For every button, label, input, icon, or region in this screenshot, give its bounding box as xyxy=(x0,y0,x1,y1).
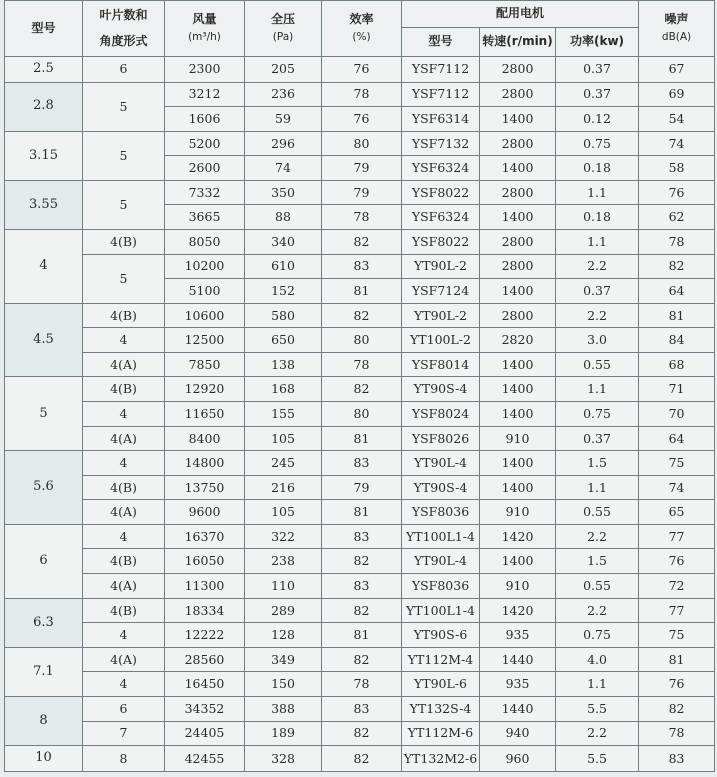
power-cell: 0.18 xyxy=(556,205,639,230)
noise-cell: 64 xyxy=(639,426,715,451)
speed-cell: 935 xyxy=(480,623,556,648)
pressure-cell: 138 xyxy=(245,352,322,377)
pressure-cell: 340 xyxy=(245,229,322,254)
blade-cell: 4(B) xyxy=(83,303,165,328)
pressure-cell: 322 xyxy=(245,524,322,549)
airflow-cell: 12920 xyxy=(165,377,245,402)
noise-cell: 76 xyxy=(639,549,715,574)
speed-cell: 2800 xyxy=(480,131,556,156)
efficiency-cell: 82 xyxy=(322,647,402,672)
power-cell: 2.2 xyxy=(556,303,639,328)
motor-model-cell: YT132S-4 xyxy=(402,696,480,721)
blade-cell: 5 xyxy=(83,82,165,131)
speed-cell: 1400 xyxy=(480,549,556,574)
motor-model-cell: YSF6314 xyxy=(402,107,480,132)
motor-model-cell: YT90L-4 xyxy=(402,549,480,574)
blade-cell: 4 xyxy=(83,623,165,648)
power-cell: 0.37 xyxy=(556,426,639,451)
speed-cell: 940 xyxy=(480,721,556,746)
header-motor: 配用电机 xyxy=(402,1,639,28)
motor-model-cell: YSF8022 xyxy=(402,229,480,254)
speed-cell: 1400 xyxy=(480,377,556,402)
motor-model-cell: YSF8024 xyxy=(402,402,480,427)
header-noise: 噪声 dB(A) xyxy=(639,1,715,57)
efficiency-cell: 79 xyxy=(322,475,402,500)
power-cell: 0.55 xyxy=(556,574,639,599)
airflow-cell: 11650 xyxy=(165,402,245,427)
header-speed: 转速(r/min) xyxy=(480,28,556,57)
efficiency-cell: 83 xyxy=(322,451,402,476)
power-cell: 0.37 xyxy=(556,57,639,83)
noise-cell: 78 xyxy=(639,721,715,746)
pressure-cell: 216 xyxy=(245,475,322,500)
speed-cell: 2820 xyxy=(480,328,556,353)
blade-cell: 7 xyxy=(83,721,165,746)
airflow-cell: 42455 xyxy=(165,746,245,772)
table-row xyxy=(5,746,715,772)
motor-model-cell: YSF7112 xyxy=(402,57,480,83)
blade-cell: 4(B) xyxy=(83,377,165,402)
header-power: 功率(kw) xyxy=(556,28,639,57)
noise-cell: 74 xyxy=(639,131,715,156)
power-cell: 1.1 xyxy=(556,180,639,205)
airflow-cell: 11300 xyxy=(165,574,245,599)
header-blade: 叶片数和 角度形式 xyxy=(83,1,165,57)
pressure-cell: 155 xyxy=(245,402,322,427)
speed-cell: 1400 xyxy=(480,279,556,304)
noise-cell: 82 xyxy=(639,696,715,721)
table-row xyxy=(5,303,715,328)
efficiency-cell: 82 xyxy=(322,746,402,772)
motor-model-cell: YT90S-4 xyxy=(402,475,480,500)
table-row xyxy=(5,254,715,279)
motor-model-cell: YT90L-2 xyxy=(402,254,480,279)
speed-cell: 2800 xyxy=(480,57,556,83)
motor-model-cell: YT100L1-4 xyxy=(402,598,480,623)
blade-cell: 4(B) xyxy=(83,475,165,500)
airflow-cell: 13750 xyxy=(165,475,245,500)
table-row xyxy=(5,721,715,746)
power-cell: 2.2 xyxy=(556,254,639,279)
pressure-cell: 289 xyxy=(245,598,322,623)
motor-model-cell: YSF8036 xyxy=(402,574,480,599)
efficiency-cell: 78 xyxy=(322,352,402,377)
speed-cell: 1400 xyxy=(480,451,556,476)
table-row xyxy=(5,377,715,402)
power-cell: 2.2 xyxy=(556,598,639,623)
blade-cell: 4 xyxy=(83,672,165,697)
pressure-cell: 105 xyxy=(245,500,322,525)
table-row xyxy=(5,426,715,451)
noise-cell: 69 xyxy=(639,82,715,107)
power-cell: 0.55 xyxy=(556,352,639,377)
noise-cell: 76 xyxy=(639,180,715,205)
airflow-cell: 14800 xyxy=(165,451,245,476)
noise-cell: 83 xyxy=(639,746,715,772)
motor-model-cell: YT112M-4 xyxy=(402,647,480,672)
model-cell: 8 xyxy=(5,696,83,745)
motor-model-cell: YSF8022 xyxy=(402,180,480,205)
noise-cell: 84 xyxy=(639,328,715,353)
efficiency-cell: 82 xyxy=(322,721,402,746)
airflow-cell: 2300 xyxy=(165,57,245,83)
model-cell: 5.6 xyxy=(5,451,83,525)
table-row xyxy=(5,180,715,205)
pressure-cell: 105 xyxy=(245,426,322,451)
airflow-cell: 3212 xyxy=(165,82,245,107)
speed-cell: 1400 xyxy=(480,352,556,377)
header-model: 型号 xyxy=(5,1,83,57)
power-cell: 1.5 xyxy=(556,549,639,574)
pressure-cell: 388 xyxy=(245,696,322,721)
airflow-cell: 12222 xyxy=(165,623,245,648)
airflow-cell: 8050 xyxy=(165,229,245,254)
power-cell: 0.37 xyxy=(556,279,639,304)
motor-model-cell: YSF7132 xyxy=(402,131,480,156)
motor-model-cell: YT90L-2 xyxy=(402,303,480,328)
pressure-cell: 610 xyxy=(245,254,322,279)
noise-cell: 58 xyxy=(639,156,715,181)
noise-cell: 78 xyxy=(639,229,715,254)
pressure-cell: 580 xyxy=(245,303,322,328)
header-airflow: 风量 (m³/h) xyxy=(165,1,245,57)
header-efficiency: 效率 (%) xyxy=(322,1,402,57)
pressure-cell: 74 xyxy=(245,156,322,181)
airflow-cell: 10600 xyxy=(165,303,245,328)
speed-cell: 1420 xyxy=(480,598,556,623)
speed-cell: 2800 xyxy=(480,180,556,205)
blade-cell: 4(A) xyxy=(83,647,165,672)
blade-cell: 4(B) xyxy=(83,549,165,574)
airflow-cell: 16050 xyxy=(165,549,245,574)
noise-cell: 74 xyxy=(639,475,715,500)
efficiency-cell: 82 xyxy=(322,549,402,574)
model-cell: 3.55 xyxy=(5,180,83,229)
model-cell: 4 xyxy=(5,229,83,303)
efficiency-cell: 83 xyxy=(322,254,402,279)
efficiency-cell: 83 xyxy=(322,696,402,721)
airflow-cell: 16450 xyxy=(165,672,245,697)
table-row xyxy=(5,352,715,377)
efficiency-cell: 81 xyxy=(322,500,402,525)
table-row xyxy=(5,82,715,107)
airflow-cell: 16370 xyxy=(165,524,245,549)
speed-cell: 1420 xyxy=(480,524,556,549)
power-cell: 2.2 xyxy=(556,721,639,746)
power-cell: 1.1 xyxy=(556,475,639,500)
efficiency-cell: 81 xyxy=(322,623,402,648)
motor-model-cell: YSF7112 xyxy=(402,82,480,107)
blade-cell: 4(A) xyxy=(83,500,165,525)
pressure-cell: 236 xyxy=(245,82,322,107)
motor-model-cell: YT100L-2 xyxy=(402,328,480,353)
motor-model-cell: YT132M2-6 xyxy=(402,746,480,772)
blade-cell: 4(B) xyxy=(83,598,165,623)
power-cell: 4.0 xyxy=(556,647,639,672)
power-cell: 1.1 xyxy=(556,377,639,402)
noise-cell: 75 xyxy=(639,451,715,476)
airflow-cell: 5200 xyxy=(165,131,245,156)
table-row xyxy=(5,451,715,476)
efficiency-cell: 78 xyxy=(322,82,402,107)
table-row xyxy=(5,131,715,156)
power-cell: 0.12 xyxy=(556,107,639,132)
pressure-cell: 349 xyxy=(245,647,322,672)
blade-cell: 4 xyxy=(83,328,165,353)
speed-cell: 1400 xyxy=(480,205,556,230)
table-row xyxy=(5,672,715,697)
power-cell: 1.5 xyxy=(556,451,639,476)
noise-cell: 62 xyxy=(639,205,715,230)
efficiency-cell: 76 xyxy=(322,57,402,83)
model-cell: 2.5 xyxy=(5,57,83,83)
speed-cell: 2800 xyxy=(480,229,556,254)
pressure-cell: 88 xyxy=(245,205,322,230)
blade-cell: 4 xyxy=(83,451,165,476)
airflow-cell: 5100 xyxy=(165,279,245,304)
noise-cell: 77 xyxy=(639,598,715,623)
power-cell: 0.37 xyxy=(556,82,639,107)
blade-cell: 4 xyxy=(83,402,165,427)
airflow-cell: 1606 xyxy=(165,107,245,132)
blade-cell: 4(B) xyxy=(83,229,165,254)
speed-cell: 910 xyxy=(480,426,556,451)
pressure-cell: 296 xyxy=(245,131,322,156)
pressure-cell: 238 xyxy=(245,549,322,574)
efficiency-cell: 81 xyxy=(322,426,402,451)
motor-model-cell: YSF8036 xyxy=(402,500,480,525)
table-row xyxy=(5,500,715,525)
noise-cell: 81 xyxy=(639,647,715,672)
motor-model-cell: YT90S-4 xyxy=(402,377,480,402)
motor-model-cell: YT90L-6 xyxy=(402,672,480,697)
speed-cell: 2800 xyxy=(480,254,556,279)
noise-cell: 54 xyxy=(639,107,715,132)
speed-cell: 1400 xyxy=(480,107,556,132)
blade-cell: 6 xyxy=(83,696,165,721)
efficiency-cell: 76 xyxy=(322,107,402,132)
table-row xyxy=(5,229,715,254)
airflow-cell: 7332 xyxy=(165,180,245,205)
table-row xyxy=(5,623,715,648)
model-cell: 4.5 xyxy=(5,303,83,377)
table-row xyxy=(5,57,715,83)
airflow-cell: 18334 xyxy=(165,598,245,623)
motor-model-cell: YT90L-4 xyxy=(402,451,480,476)
header-motor-model: 型号 xyxy=(402,28,480,57)
efficiency-cell: 82 xyxy=(322,303,402,328)
airflow-cell: 24405 xyxy=(165,721,245,746)
table-row xyxy=(5,524,715,549)
noise-cell: 76 xyxy=(639,672,715,697)
speed-cell: 1400 xyxy=(480,156,556,181)
pressure-cell: 650 xyxy=(245,328,322,353)
efficiency-cell: 80 xyxy=(322,328,402,353)
pressure-cell: 245 xyxy=(245,451,322,476)
table-body xyxy=(5,57,715,772)
efficiency-cell: 79 xyxy=(322,180,402,205)
model-cell: 2.8 xyxy=(5,82,83,131)
pressure-cell: 328 xyxy=(245,746,322,772)
power-cell: 0.75 xyxy=(556,131,639,156)
efficiency-cell: 79 xyxy=(322,156,402,181)
speed-cell: 2800 xyxy=(480,82,556,107)
speed-cell: 1440 xyxy=(480,696,556,721)
table-row xyxy=(5,549,715,574)
airflow-cell: 34352 xyxy=(165,696,245,721)
airflow-cell: 10200 xyxy=(165,254,245,279)
motor-model-cell: YT90S-6 xyxy=(402,623,480,648)
table-row xyxy=(5,328,715,353)
pressure-cell: 205 xyxy=(245,57,322,83)
motor-model-cell: YSF6324 xyxy=(402,156,480,181)
power-cell: 1.1 xyxy=(556,229,639,254)
efficiency-cell: 80 xyxy=(322,402,402,427)
motor-model-cell: YSF6324 xyxy=(402,205,480,230)
noise-cell: 71 xyxy=(639,377,715,402)
motor-model-cell: YSF8026 xyxy=(402,426,480,451)
blade-cell: 8 xyxy=(83,746,165,772)
airflow-cell: 7850 xyxy=(165,352,245,377)
table-row xyxy=(5,402,715,427)
blade-cell: 6 xyxy=(83,57,165,83)
blade-cell: 5 xyxy=(83,180,165,229)
noise-cell: 68 xyxy=(639,352,715,377)
model-cell: 6.3 xyxy=(5,598,83,647)
speed-cell: 935 xyxy=(480,672,556,697)
blade-cell: 5 xyxy=(83,131,165,180)
table-row xyxy=(5,647,715,672)
motor-model-cell: YT112M-6 xyxy=(402,721,480,746)
airflow-cell: 9600 xyxy=(165,500,245,525)
airflow-cell: 2600 xyxy=(165,156,245,181)
pressure-cell: 350 xyxy=(245,180,322,205)
efficiency-cell: 80 xyxy=(322,131,402,156)
power-cell: 5.5 xyxy=(556,746,639,772)
motor-model-cell: YT100L1-4 xyxy=(402,524,480,549)
efficiency-cell: 78 xyxy=(322,672,402,697)
airflow-cell: 8400 xyxy=(165,426,245,451)
power-cell: 1.1 xyxy=(556,672,639,697)
table-row xyxy=(5,598,715,623)
efficiency-cell: 82 xyxy=(322,229,402,254)
power-cell: 0.75 xyxy=(556,623,639,648)
noise-cell: 72 xyxy=(639,574,715,599)
speed-cell: 1400 xyxy=(480,402,556,427)
model-cell: 5 xyxy=(5,377,83,451)
pressure-cell: 152 xyxy=(245,279,322,304)
model-cell: 10 xyxy=(5,746,83,772)
model-cell: 3.15 xyxy=(5,131,83,180)
table-row xyxy=(5,696,715,721)
header-pressure: 全压 (Pa) xyxy=(245,1,322,57)
speed-cell: 910 xyxy=(480,574,556,599)
noise-cell: 81 xyxy=(639,303,715,328)
power-cell: 0.75 xyxy=(556,402,639,427)
power-cell: 2.2 xyxy=(556,524,639,549)
noise-cell: 70 xyxy=(639,402,715,427)
noise-cell: 77 xyxy=(639,524,715,549)
pressure-cell: 128 xyxy=(245,623,322,648)
efficiency-cell: 81 xyxy=(322,279,402,304)
blade-cell: 4(A) xyxy=(83,426,165,451)
blade-cell: 4(A) xyxy=(83,574,165,599)
power-cell: 3.0 xyxy=(556,328,639,353)
noise-cell: 65 xyxy=(639,500,715,525)
airflow-cell: 28560 xyxy=(165,647,245,672)
motor-model-cell: YSF8014 xyxy=(402,352,480,377)
pressure-cell: 189 xyxy=(245,721,322,746)
airflow-cell: 12500 xyxy=(165,328,245,353)
speed-cell: 960 xyxy=(480,746,556,772)
model-cell: 6 xyxy=(5,524,83,598)
pressure-cell: 59 xyxy=(245,107,322,132)
table-row xyxy=(5,475,715,500)
speed-cell: 1400 xyxy=(480,475,556,500)
blade-cell: 4 xyxy=(83,524,165,549)
efficiency-cell: 82 xyxy=(322,377,402,402)
power-cell: 5.5 xyxy=(556,696,639,721)
noise-cell: 64 xyxy=(639,279,715,304)
blade-cell: 5 xyxy=(83,254,165,303)
blade-cell: 4(A) xyxy=(83,352,165,377)
noise-cell: 67 xyxy=(639,57,715,83)
motor-model-cell: YSF7124 xyxy=(402,279,480,304)
noise-cell: 82 xyxy=(639,254,715,279)
table-row xyxy=(5,574,715,599)
fan-performance-table xyxy=(4,0,715,772)
pressure-cell: 150 xyxy=(245,672,322,697)
power-cell: 0.18 xyxy=(556,156,639,181)
noise-cell: 75 xyxy=(639,623,715,648)
model-cell: 7.1 xyxy=(5,647,83,696)
power-cell: 0.55 xyxy=(556,500,639,525)
efficiency-cell: 82 xyxy=(322,598,402,623)
speed-cell: 910 xyxy=(480,500,556,525)
efficiency-cell: 78 xyxy=(322,205,402,230)
pressure-cell: 110 xyxy=(245,574,322,599)
efficiency-cell: 83 xyxy=(322,574,402,599)
efficiency-cell: 83 xyxy=(322,524,402,549)
airflow-cell: 3665 xyxy=(165,205,245,230)
pressure-cell: 168 xyxy=(245,377,322,402)
speed-cell: 2800 xyxy=(480,303,556,328)
speed-cell: 1440 xyxy=(480,647,556,672)
